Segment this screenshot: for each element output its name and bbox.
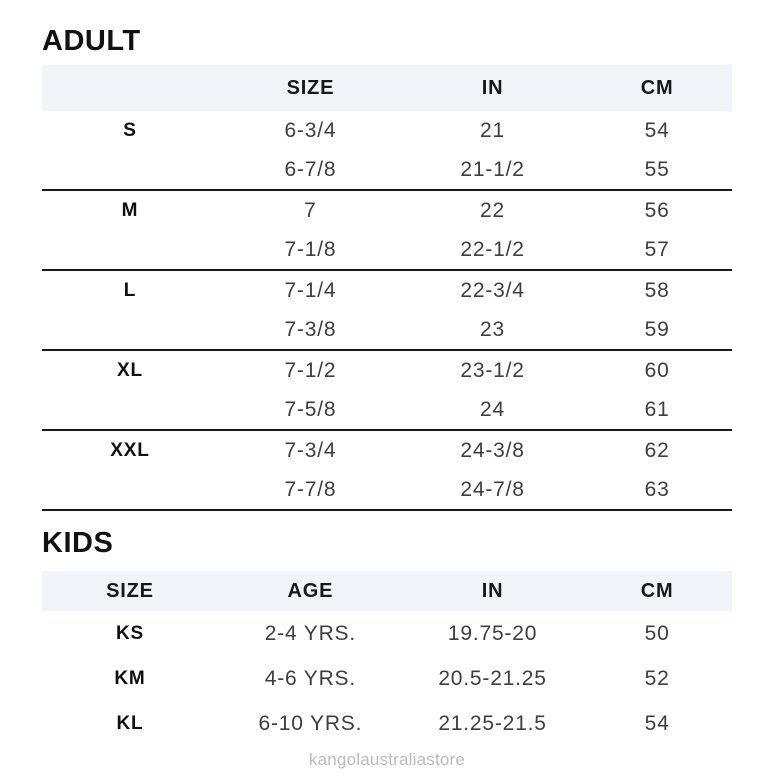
value-cell: 56 — [644, 198, 670, 222]
value-cell: 57 — [582, 230, 732, 270]
column-header — [42, 65, 218, 111]
value-cell: 21.25-21.5 — [438, 711, 547, 735]
size-label-cell: KM — [114, 667, 146, 689]
size-label-cell — [42, 470, 218, 510]
value-cell: 7-3/4 — [284, 438, 337, 462]
watermark: kangolaustraliastore — [308, 750, 466, 769]
value-cell: 23 — [403, 310, 582, 350]
column-header: SIZE — [42, 571, 218, 611]
column-header: CM — [582, 65, 732, 111]
column-header: CM — [582, 571, 732, 611]
table-row — [42, 190, 732, 230]
value-cell: 63 — [582, 470, 732, 510]
table-row — [42, 656, 732, 701]
table-row — [42, 230, 732, 270]
column-header: IN — [403, 65, 582, 111]
value-cell: 19.75-20 — [447, 621, 538, 645]
size-label-cell — [42, 310, 218, 350]
value-cell: 4-6 YRS. — [264, 666, 356, 690]
size-label-cell: KS — [115, 622, 144, 644]
size-label-cell — [42, 150, 218, 190]
table-row — [42, 350, 732, 390]
value-cell: 22-3/4 — [460, 278, 525, 302]
table-row — [42, 611, 732, 656]
table-row — [42, 470, 732, 510]
table-row — [42, 430, 732, 470]
table-row — [42, 310, 732, 350]
value-cell: 54 — [644, 711, 670, 735]
kids-header-row — [42, 571, 732, 611]
table-row — [42, 111, 732, 150]
value-cell: 54 — [644, 118, 670, 142]
table-row — [42, 150, 732, 190]
column-header: AGE — [218, 571, 403, 611]
value-cell: 58 — [644, 278, 670, 302]
value-cell: 7-1/8 — [218, 230, 403, 270]
adult-size-table — [42, 65, 732, 511]
value-cell: 52 — [644, 666, 670, 690]
value-cell: 60 — [644, 358, 670, 382]
value-cell: 7-5/8 — [218, 390, 403, 430]
size-label-cell: XXL — [110, 439, 150, 461]
adult-header-row — [42, 65, 732, 111]
value-cell: 6-10 YRS. — [258, 711, 363, 735]
value-cell: 61 — [582, 390, 732, 430]
value-cell: 7-1/4 — [284, 278, 337, 302]
size-label-cell — [42, 230, 218, 270]
size-label-cell: KL — [116, 712, 144, 734]
size-label-cell: S — [123, 119, 137, 141]
value-cell: 22 — [480, 198, 506, 222]
value-cell: 21-1/2 — [403, 150, 582, 190]
value-cell: 7-3/8 — [218, 310, 403, 350]
value-cell: 23-1/2 — [460, 358, 525, 382]
column-header: IN — [403, 571, 582, 611]
table-row — [42, 270, 732, 310]
table-row — [42, 390, 732, 430]
kids-size-table — [42, 571, 732, 746]
value-cell: 20.5-21.25 — [438, 666, 547, 690]
size-label-cell: M — [121, 199, 139, 221]
value-cell: 7-7/8 — [218, 470, 403, 510]
value-cell: 7 — [304, 198, 317, 222]
column-header: SIZE — [218, 65, 403, 111]
size-label-cell: XL — [117, 359, 143, 381]
table-row — [42, 701, 732, 746]
value-cell: 59 — [582, 310, 732, 350]
value-cell: 24-7/8 — [403, 470, 582, 510]
kids-section-title: KIDS — [42, 527, 114, 559]
size-label-cell — [42, 390, 218, 430]
value-cell: 7-1/2 — [284, 358, 337, 382]
value-cell: 22-1/2 — [403, 230, 582, 270]
value-cell: 62 — [644, 438, 670, 462]
value-cell: 6-7/8 — [218, 150, 403, 190]
adult-section-title: ADULT — [42, 25, 141, 57]
value-cell: 24 — [403, 390, 582, 430]
value-cell: 24-3/8 — [460, 438, 525, 462]
value-cell: 2-4 YRS. — [264, 621, 356, 645]
value-cell: 50 — [644, 621, 670, 645]
value-cell: 55 — [582, 150, 732, 190]
size-label-cell: L — [123, 279, 137, 301]
value-cell: 6-3/4 — [284, 118, 337, 142]
value-cell: 21 — [480, 118, 506, 142]
